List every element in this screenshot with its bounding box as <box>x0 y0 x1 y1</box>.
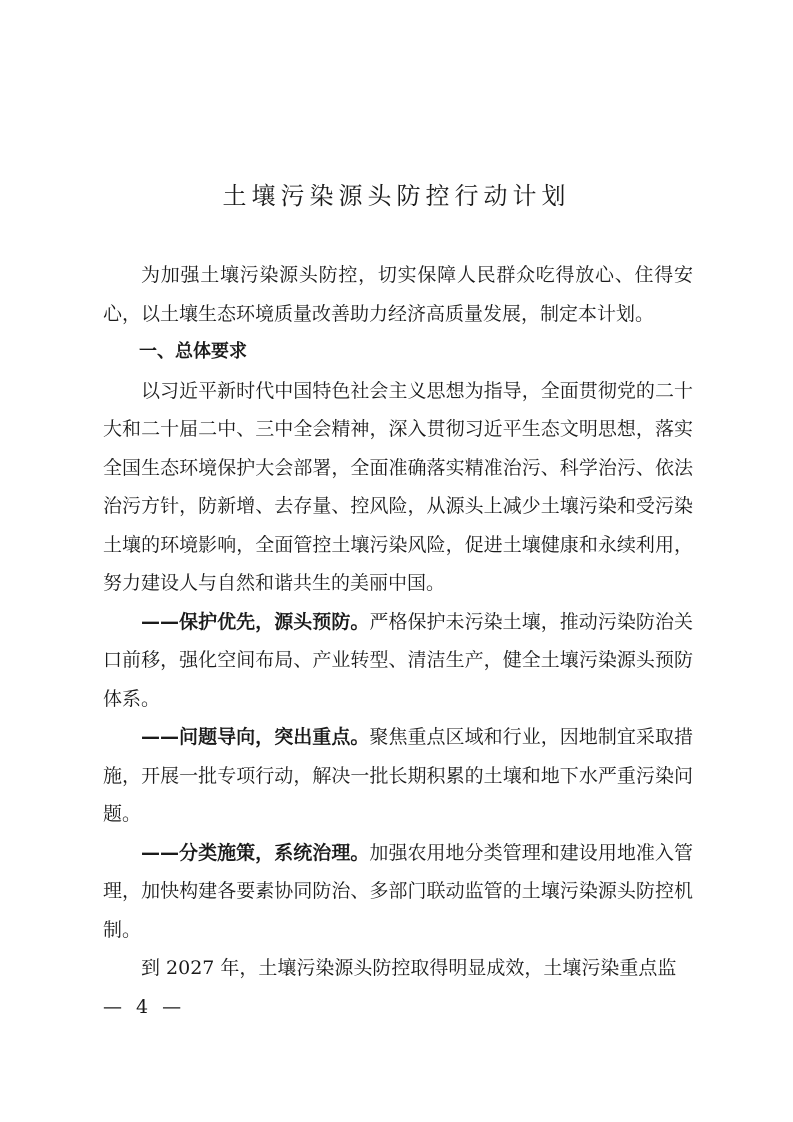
document-body <box>103 256 693 988</box>
intro-paragraph: 为加强土壤污染源头防控，切实保障人民群众吃得放心、住得安心，以土壤生态环境质量改善助力经济高质量发展，制定本计划。 <box>103 264 693 325</box>
principle-paragraph <box>103 834 693 950</box>
principle-paragraph <box>103 718 693 834</box>
principle-paragraph <box>103 603 693 719</box>
page-number: — 4 — <box>103 996 186 1018</box>
principle-text: 加强农用地分类管理和建设用地准入管理，加快构建各要素协同防治、多部门联动监管的土壤污染源头防控机制。 <box>103 841 693 941</box>
principle-text: 严格保护未污染土壤，推动污染防治关口前移，强化空间布局、产业转型、清洁生产，健全土壤污染源头预防体系。 <box>103 610 693 710</box>
target-paragraph: 到 2027 年，土壤污染源头防控取得明显成效，土壤污染重点监 <box>141 957 677 979</box>
document-title: 土壤污染源头防控行动计划 <box>222 182 571 210</box>
principle-dash: —— <box>141 841 179 864</box>
principle-dash: —— <box>141 610 179 633</box>
guiding-paragraph: 以习近平新时代中国特色社会主义思想为指导，全面贯彻党的二十大和二十届二中、三中全会精神，深入贯彻习近平生态文明思想，落实全国生态环境保护大会部署，全面准确落实精准治污、科学治污、依法治污方针，防新增、去存量、控风险，从源头上减少土壤污染和受污染土壤的环境影响，全面管控土壤污染风险，促进土壤健康和永续利用，努力建设人与自然和谐共生的美丽中国。 <box>103 379 693 594</box>
principle-lead: 保护优先，源头预防。 <box>179 610 370 633</box>
principle-lead: 分类施策，系统治理。 <box>179 841 370 864</box>
section-heading: 一、总体要求 <box>139 341 247 362</box>
principle-lead: 问题导向，突出重点。 <box>179 726 370 748</box>
principle-dash: —— <box>141 726 179 748</box>
principle-text: 聚焦重点区域和行业，因地制宜采取措施，开展一批专项行动，解决一批长期积累的土壤和地下水严重污染问题。 <box>103 726 693 825</box>
